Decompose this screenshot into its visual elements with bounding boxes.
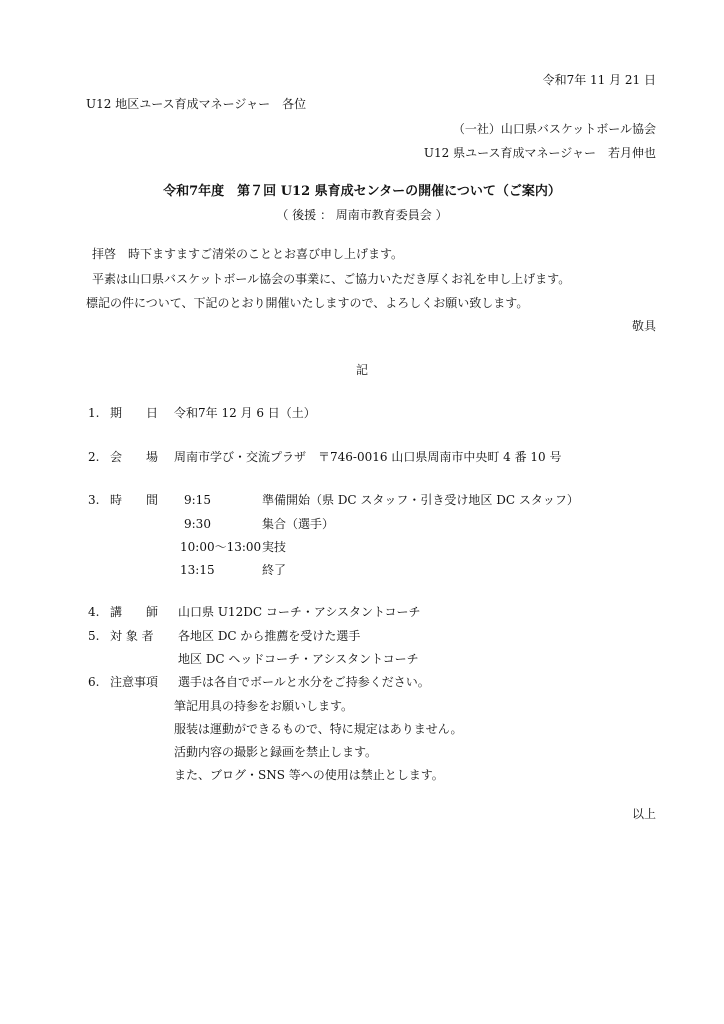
note-line: 選手は各自でボールと水分をご持参ください。 xyxy=(178,675,430,689)
item-label: 時 間 xyxy=(110,493,159,507)
item-value-line: 各地区 DC から推薦を受けた選手 xyxy=(178,629,361,643)
item-number: 5. xyxy=(88,629,100,643)
item-label: 対 象 者 xyxy=(110,629,154,643)
item-number: 2. xyxy=(88,450,100,464)
greeting-line-1: 拝啓 時下ますますご清栄のこととお喜び申し上げます。 xyxy=(92,247,404,261)
greeting-line-3: 標記の件について、下記のとおり開催いたしますので、よろしくお願い致します。 xyxy=(86,296,529,310)
greeting-line-2: 平素は山口県バスケットボール協会の事業に、ご協力いただき厚くお礼を申し上げます。 xyxy=(92,272,571,286)
schedule-time: 9:30 xyxy=(184,517,211,531)
note-line: 筆記用具の持参をお願いします。 xyxy=(174,699,354,713)
schedule-desc: 準備開始（県 DC スタッフ・引き受け地区 DC スタッフ） xyxy=(262,493,579,507)
item-value: 山口県 U12DC コーチ・アシスタントコーチ xyxy=(178,605,421,619)
schedule-desc: 集合（選手） xyxy=(262,517,335,531)
sender-organization: （一社）山口県バスケットボール協会 xyxy=(452,122,656,136)
item-value: 令和7年 12 月 6 日（土） xyxy=(174,406,316,420)
item-number: 4. xyxy=(88,605,100,619)
document-title: 令和7年度 第７回 U12 県育成センターの開催について（ご案内） xyxy=(163,184,561,199)
item-value-line: 地区 DC ヘッドコーチ・アシスタントコーチ xyxy=(178,652,419,666)
schedule-desc: 終了 xyxy=(262,563,287,577)
note-line: また、ブログ・SNS 等への使用は禁止とします。 xyxy=(174,768,444,782)
item-number: 1. xyxy=(88,406,100,420)
recipient: U12 地区ユース育成マネージャー 各位 xyxy=(86,97,307,111)
issue-date: 令和7年 11 月 21 日 xyxy=(542,73,656,87)
ki-heading: 記 xyxy=(355,363,368,377)
item-label: 講 師 xyxy=(110,605,159,619)
sender-person: U12 県ユース育成マネージャー 若月伸也 xyxy=(423,146,656,160)
item-number: 6. xyxy=(88,675,100,689)
schedule-time: 10:00～13:00 xyxy=(180,540,262,554)
note-line: 服装は運動ができるもので、特に規定はありません。 xyxy=(174,722,463,736)
note-line: 活動内容の撮影と録画を禁止します。 xyxy=(174,745,378,759)
item-number: 3. xyxy=(88,493,100,507)
support-note: （ 後援 ： 周南市教育委員会 ） xyxy=(276,208,448,222)
schedule-time: 13:15 xyxy=(180,563,215,577)
item-label: 注意事項 xyxy=(110,675,159,689)
closing-keigu: 敬具 xyxy=(631,319,656,333)
schedule-desc: 実技 xyxy=(262,540,287,554)
item-label: 期 日 xyxy=(110,406,159,420)
closing-ijou: 以上 xyxy=(631,807,656,821)
schedule-time: 9:15 xyxy=(184,493,211,507)
item-value: 周南市学び・交流プラザ 〒746-0016 山口県周南市中央町 4 番 10 号 xyxy=(174,450,562,464)
item-label: 会 場 xyxy=(110,450,159,464)
